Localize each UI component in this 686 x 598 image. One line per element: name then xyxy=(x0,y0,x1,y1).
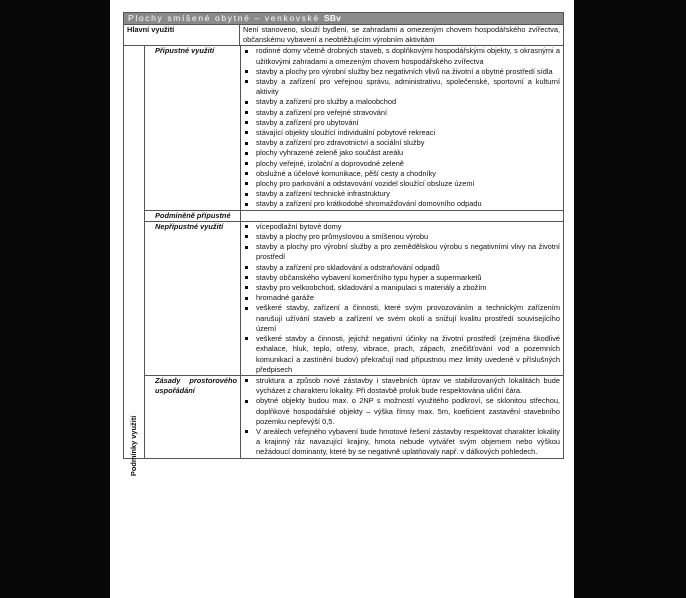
conditions-vertical-label: Podmínky využití xyxy=(128,416,138,477)
list-item: stavby občanského vybavení komerčního typu hyper a supermarketů xyxy=(241,273,560,283)
main-use-row xyxy=(124,25,563,46)
list-item: veškeré stavby, zařízení a činnosti, které svým provozováním a technickým zařízením narušují užívání staveb a zařízení ve svém okolí a snižují kvalitu prostředí souvisejícího území xyxy=(241,303,560,334)
table-title: Plochy smíšené obytné – venkovské xyxy=(128,13,320,23)
list-item: vícepodlažní bytové domy xyxy=(241,222,560,232)
list-item: stavby a zařízení pro zdravotnictví a sociální služby xyxy=(241,138,560,148)
prohibited-use-row xyxy=(145,222,563,376)
list-item: stavby a zařízení technické infrastruktury xyxy=(241,189,560,199)
conditional-use-content xyxy=(241,211,563,221)
spatial-principles-label: Zásady prostorového uspořádání xyxy=(145,376,241,458)
prohibited-use-list xyxy=(241,222,563,375)
list-item: stavby a plochy pro výrobní služby bez negativních vlivů na životní a obytné prostředí sídla xyxy=(241,67,560,77)
list-item: plochy pro parkování a odstavování vozidel sloužící obsluze území xyxy=(241,179,560,189)
list-item: stavby a zařízení pro služby a maloobchod xyxy=(241,97,560,107)
list-item: obytné objekty budou max. o 2NP s možností využitého podkroví, se sklonitou střechou, doplňkové hospodářské objekty – výška římsy max. 5m, koeficient zastavění stavebního pozemku nepřevýší 0,5. xyxy=(241,396,560,427)
prohibited-use-label: Nepřípustné využití xyxy=(145,222,241,375)
list-item: stavby a zařízení pro veřejnou správu, administrativu, společenské, sportovní a kulturní aktivity xyxy=(241,77,560,97)
list-item: hromadné garáže xyxy=(241,293,560,303)
document-page xyxy=(110,0,574,598)
list-item: V areálech veřejného vybavení bude hmotové řešení zástavby respektovat charakter lokality a krajinný ráz navazující krajiny, hmota nebude vytvářet svým objemem nebo výškou nežádoucí dominanty, které by se negativně uplatňovaly např. v dálkových pohledech. xyxy=(241,427,560,458)
list-item: obslužné a účelové komunikace, pěší cesty a chodníky xyxy=(241,169,560,179)
list-item: struktura a způsob nové zástavby i stavebních úprav ve stabilizovaných lokalitách bude vycházet z charakteru lokality. Při dostavbě proluk bude respektována uliční čára. xyxy=(241,376,560,396)
conditions-block xyxy=(124,46,563,477)
conditional-use-row xyxy=(145,211,563,222)
list-item: stavby a zařízení pro krátkodobé shromažďování domovního odpadu xyxy=(241,199,560,209)
list-item: stavby a zařízení pro skladování a odstraňování odpadů xyxy=(241,263,560,273)
list-item: stavby a zařízení pro veřejné stravování xyxy=(241,108,560,118)
list-item: stavby a zařízení pro ubytování xyxy=(241,118,560,128)
permitted-use-row xyxy=(145,46,563,210)
table-title-bar xyxy=(124,13,563,25)
list-item: stavby a plochy pro výrobní služby a pro zemědělskou výrobu s negativními vlivy na životní prostředí xyxy=(241,242,560,262)
spatial-principles-list xyxy=(241,376,563,458)
list-item: stavby a plochy pro průmyslovou a smíšenou výrobu xyxy=(241,232,560,242)
list-item: stavby pro velkoobchod, skladování a manipulaci s materiály a zbožím xyxy=(241,283,560,293)
conditions-vertical-label-cell xyxy=(124,46,145,477)
conditions-sections xyxy=(145,46,563,457)
spatial-principles-row xyxy=(145,376,563,458)
main-use-label: Hlavní využití xyxy=(124,25,240,45)
list-item: veškeré stavby a činnosti, jejichž negativní účinky na životní prostředí (zejména škodlivé exhalace, hluk, teplo, otřesy, vibrace, prach, zápach, znečišťování vod a pozemních komunikací a zastínění budov) překračují nad přípustnou mez limity uvedené v příslušných předpisech xyxy=(241,334,560,375)
list-item: plochy vyhrazené zeleně jako součást areálu xyxy=(241,148,560,158)
zone-code: SBv xyxy=(323,13,342,23)
regulation-table xyxy=(123,12,564,477)
list-item: stávající objekty sloužící individuální pobytové rekreaci xyxy=(241,128,560,138)
list-item: rodinné domy včetně drobných staveb, s doplňkovými hospodářskými objekty, s okrasnými a užitkovými zahradami a omezeným chovem hospodářského zvířectva xyxy=(241,46,560,66)
permitted-use-list xyxy=(241,46,563,209)
permitted-use-label: Přípustné využití xyxy=(145,46,241,209)
conditional-use-label: Podmíněně přípustné xyxy=(145,211,241,221)
main-use-text: Není stanoveno, slouží bydlení, se zahradami a omezeným chovem hospodářského zvířectva, občanskému vybavení a neobtěžujícím výrobním aktivitám xyxy=(243,25,560,45)
list-item: plochy veřejné, izolační a doprovodné zeleně xyxy=(241,159,560,169)
